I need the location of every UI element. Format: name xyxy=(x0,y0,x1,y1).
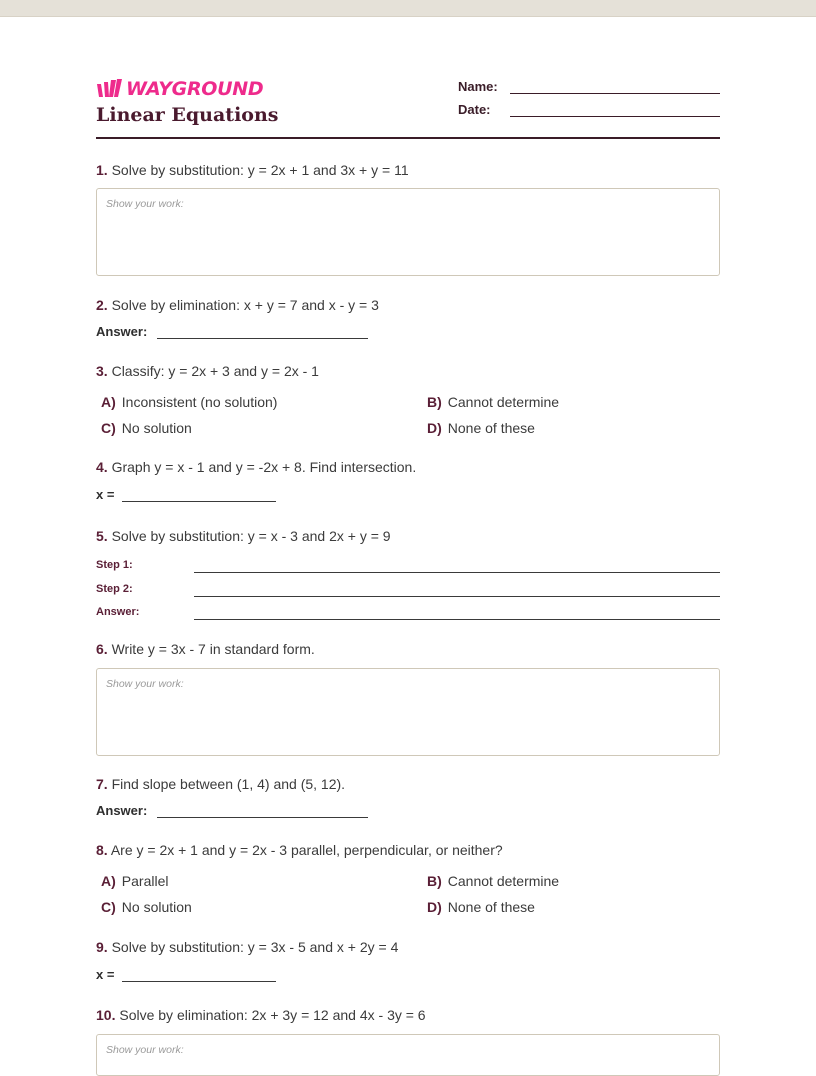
question-8 xyxy=(96,842,503,858)
step-label: Answer: xyxy=(96,606,140,618)
x-row-4 xyxy=(96,487,276,502)
answer-label: Answer: xyxy=(96,324,148,339)
step-row-answer xyxy=(96,604,720,620)
option-c[interactable] xyxy=(101,420,192,436)
question-2 xyxy=(96,297,379,313)
option-d[interactable] xyxy=(427,420,535,436)
question-text: Classify: y = 2x + 3 and y = 2x - 1 xyxy=(111,363,319,379)
brand-mark-icon xyxy=(96,79,122,99)
x-label: x = xyxy=(96,967,115,982)
question-number: 6. xyxy=(96,641,108,657)
option-text: Parallel xyxy=(121,873,169,889)
question-7 xyxy=(96,776,345,792)
date-label: Date: xyxy=(458,102,491,117)
page-title: Linear Equations xyxy=(96,104,279,126)
step-line[interactable] xyxy=(194,572,720,573)
name-field[interactable] xyxy=(458,76,720,94)
question-text: Solve by elimination: 2x + 3y = 12 and 4x - 3y = 6 xyxy=(119,1007,426,1023)
option-letter: D) xyxy=(427,420,442,436)
option-text: No solution xyxy=(121,899,192,915)
option-text: Cannot determine xyxy=(447,873,560,889)
option-b[interactable] xyxy=(427,873,559,889)
question-text: Solve by elimination: x + y = 7 and x - y = 3 xyxy=(111,297,379,313)
question-number: 7. xyxy=(96,776,108,792)
x-line[interactable] xyxy=(122,487,276,502)
x-label: x = xyxy=(96,487,115,502)
step-row-2 xyxy=(96,581,720,597)
option-letter: C) xyxy=(101,899,116,915)
header-divider xyxy=(96,137,720,139)
work-box-10[interactable] xyxy=(96,1034,720,1076)
question-10 xyxy=(96,1007,426,1023)
option-text: Cannot determine xyxy=(447,394,560,410)
question-text: Write y = 3x - 7 in standard form. xyxy=(111,641,315,657)
question-text: Are y = 2x + 1 and y = 2x - 3 parallel, perpendicular, or neither? xyxy=(110,842,503,858)
step-line[interactable] xyxy=(194,596,720,597)
option-text: No solution xyxy=(121,420,192,436)
option-text: Inconsistent (no solution) xyxy=(121,394,278,410)
option-a[interactable] xyxy=(101,873,168,889)
question-6 xyxy=(96,641,315,657)
question-3 xyxy=(96,363,319,379)
question-number: 8. xyxy=(96,842,108,858)
date-field[interactable] xyxy=(458,99,720,117)
question-number: 4. xyxy=(96,459,108,475)
work-box-6[interactable] xyxy=(96,668,720,756)
work-box-1[interactable] xyxy=(96,188,720,276)
step-row-1 xyxy=(96,557,720,573)
question-number: 5. xyxy=(96,528,108,544)
option-letter: A) xyxy=(101,873,116,889)
question-number: 1. xyxy=(96,162,108,178)
option-letter: A) xyxy=(101,394,116,410)
question-4 xyxy=(96,459,416,475)
x-row-9 xyxy=(96,967,276,982)
x-line[interactable] xyxy=(122,967,276,982)
question-number: 10. xyxy=(96,1007,116,1023)
question-text: Find slope between (1, 4) and (5, 12). xyxy=(111,776,346,792)
option-c[interactable] xyxy=(101,899,192,915)
name-label: Name: xyxy=(458,79,498,94)
question-number: 2. xyxy=(96,297,108,313)
option-text: None of these xyxy=(447,420,535,436)
question-9 xyxy=(96,939,398,955)
work-hint: Show your work: xyxy=(106,198,184,210)
option-letter: D) xyxy=(427,899,442,915)
name-line[interactable] xyxy=(510,79,720,94)
date-line[interactable] xyxy=(510,102,720,117)
question-5 xyxy=(96,528,391,544)
step-line[interactable] xyxy=(194,619,720,620)
question-text: Solve by substitution: y = 2x + 1 and 3x + y = 11 xyxy=(111,162,409,178)
brand-logo xyxy=(96,78,263,100)
option-a[interactable] xyxy=(101,394,277,410)
work-hint: Show your work: xyxy=(106,1044,184,1056)
answer-row-2 xyxy=(96,324,368,339)
question-1 xyxy=(96,162,409,178)
option-letter: B) xyxy=(427,394,442,410)
answer-label: Answer: xyxy=(96,803,148,818)
option-letter: C) xyxy=(101,420,116,436)
step-label: Step 2: xyxy=(96,583,133,595)
question-text: Solve by substitution: y = x - 3 and 2x + y = 9 xyxy=(111,528,391,544)
brand-name: WAYGROUND xyxy=(126,78,264,100)
work-hint: Show your work: xyxy=(106,678,184,690)
question-text: Graph y = x - 1 and y = -2x + 8. Find intersection. xyxy=(111,459,417,475)
option-letter: B) xyxy=(427,873,442,889)
answer-row-7 xyxy=(96,803,368,818)
step-label: Step 1: xyxy=(96,559,133,571)
answer-line[interactable] xyxy=(157,324,368,339)
option-text: None of these xyxy=(447,899,535,915)
top-band xyxy=(0,0,816,17)
question-number: 3. xyxy=(96,363,108,379)
answer-line[interactable] xyxy=(157,803,368,818)
option-d[interactable] xyxy=(427,899,535,915)
question-text: Solve by substitution: y = 3x - 5 and x + 2y = 4 xyxy=(111,939,399,955)
option-b[interactable] xyxy=(427,394,559,410)
question-number: 9. xyxy=(96,939,108,955)
